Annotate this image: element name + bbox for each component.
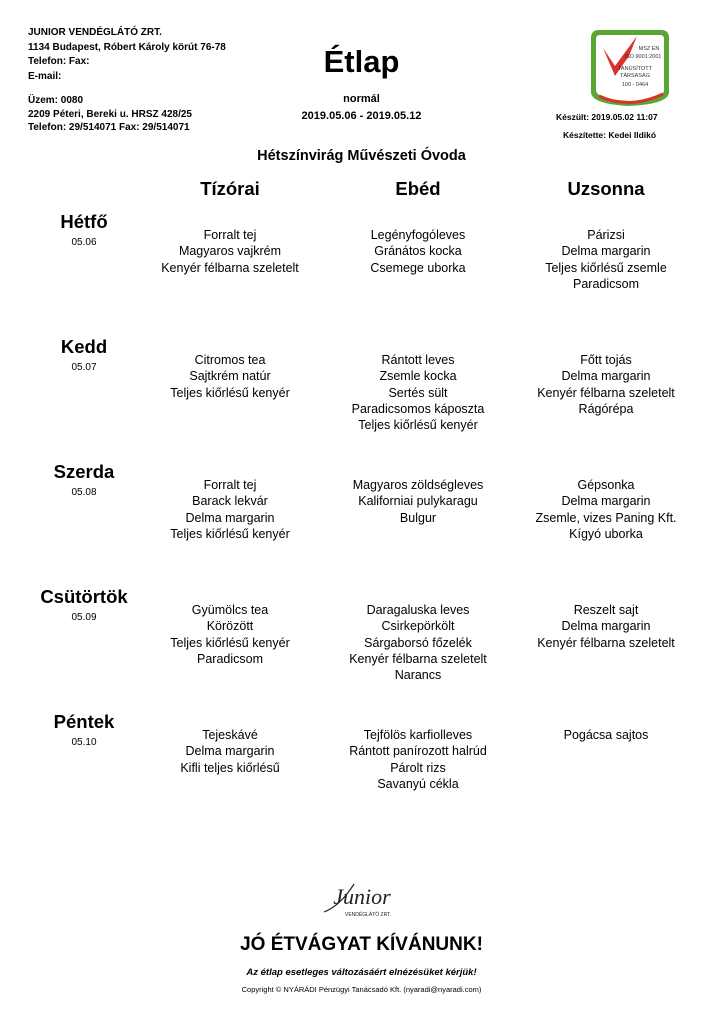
day-label — [34, 336, 134, 375]
day-date: 05.06 — [71, 237, 97, 248]
column-header-ebed: Ebéd — [395, 178, 441, 199]
menu-item: Teljes kiőrlésű kenyér — [170, 526, 290, 541]
menu-item: Paradicsomos káposzta — [351, 401, 485, 416]
menu-item: Tejeskávé — [202, 728, 258, 742]
unit-address: 2209 Péteri, Bereki u. HRSZ 428/25 — [28, 108, 192, 120]
menu-cell-uzsonna — [506, 727, 706, 743]
menu-item: Tejfölös karfiolleves — [363, 728, 473, 742]
menu-item: Bulgur — [399, 510, 437, 525]
change-notice: Az étlap esetleges változásáért elnézésüket kérjük! — [246, 967, 477, 978]
menu-item: Gyümölcs tea — [191, 603, 269, 617]
menu-item: Gépsonka — [577, 478, 635, 492]
menu-type: normál — [343, 93, 380, 105]
menu-item: Delma margarin — [561, 619, 651, 634]
menu-item: Teljes kiőrlésű zsemle — [545, 260, 667, 275]
day-date: 05.07 — [71, 362, 97, 373]
cert-line2: ISO 9001:2001 — [624, 54, 662, 60]
day-name: Hétfő — [60, 211, 108, 232]
cert-line4: TÁRSASÁG — [620, 73, 650, 79]
menu-item: Párolt rizs — [390, 760, 446, 775]
menu-item: Teljes kiőrlésű kenyér — [170, 635, 290, 650]
menu-item: Kenyér félbarna szeletelt — [537, 385, 675, 400]
menu-item: Főtt tojás — [580, 353, 632, 367]
menu-cell-tizorai — [130, 227, 330, 276]
menu-item: Pogácsa sajtos — [563, 728, 649, 742]
menu-item: Magyaros vajkrém — [178, 244, 282, 259]
menu-item: Kaliforniai pulykaragu — [358, 494, 478, 509]
menu-item: Paradicsom — [573, 276, 639, 291]
day-name: Kedd — [60, 336, 108, 357]
page-title: Étlap — [323, 44, 400, 79]
menu-item: Forralt tej — [203, 478, 257, 492]
menu-cell-tizorai — [130, 477, 330, 542]
menu-cell-tizorai — [130, 352, 330, 401]
menu-item: Teljes kiőrlésű kenyér — [358, 418, 478, 433]
menu-cell-uzsonna — [506, 352, 706, 417]
company-phone-fax: Telefon: Fax: — [28, 56, 90, 67]
menu-item: Körözött — [206, 619, 254, 634]
day-label — [34, 211, 134, 250]
junior-logo — [310, 876, 410, 924]
menu-item: Delma margarin — [561, 494, 651, 509]
menu-item: Delma margarin — [185, 744, 275, 759]
copyright: Copyright © NYÁRÁDI Pénzügyi Tanácsadó Kft. (nyaradi@nyaradi.com) — [241, 985, 482, 994]
menu-cell-ebed — [318, 602, 518, 683]
menu-item: Paradicsom — [197, 651, 263, 666]
menu-item: Delma margarin — [561, 244, 651, 259]
unit-id: Üzem: 0080 — [28, 95, 84, 106]
menu-item: Barack lekvár — [192, 494, 268, 509]
menu-cell-ebed — [318, 227, 518, 276]
menu-item: Daragaluska leves — [366, 603, 470, 617]
menu-item: Citromos tea — [194, 353, 266, 367]
menu-cell-ebed — [318, 477, 518, 526]
menu-cell-ebed — [318, 352, 518, 433]
company-email: E-mail: — [28, 70, 62, 82]
slogan: JÓ ÉTVÁGYAT KÍVÁNUNK! — [240, 934, 483, 955]
logo-subtext: VENDÉGLÁTÓ ZRT. — [344, 912, 392, 918]
company-address: 1134 Budapest, Róbert Károly körút 76-78 — [28, 41, 226, 53]
menu-item: Kígyó uborka — [569, 526, 643, 541]
menu-item: Rántott panírozott halrúd — [349, 744, 487, 759]
menu-cell-uzsonna — [506, 602, 706, 651]
menu-item: Kenyér félbarna szeletelt — [349, 651, 487, 666]
date-range: 2019.05.06 - 2019.05.12 — [301, 110, 422, 122]
menu-item: Rágórépa — [578, 401, 634, 416]
menu-cell-tizorai — [130, 602, 330, 667]
created-timestamp: Készült: 2019.05.02 11:07 — [556, 112, 658, 122]
menu-item: Teljes kiőrlésű kenyér — [170, 385, 290, 400]
column-header-tizorai: Tízórai — [200, 178, 260, 199]
menu-item: Forralt tej — [203, 228, 257, 242]
unit-phone-fax: Telefon: 29/514071 Fax: 29/514071 — [28, 122, 190, 133]
company-name: JUNIOR VENDÉGLÁTÓ ZRT. — [28, 27, 162, 38]
menu-item: Rántott leves — [381, 353, 455, 367]
menu-cell-uzsonna — [506, 227, 706, 292]
menu-item: Sertés sült — [388, 385, 448, 400]
iso-certification-seal — [585, 26, 673, 108]
menu-item: Sajtkrém natúr — [189, 369, 271, 384]
menu-cell-uzsonna — [506, 477, 706, 542]
menu-cell-tizorai — [130, 727, 330, 776]
menu-item: Magyaros zöldségleves — [352, 478, 484, 492]
day-date: 05.10 — [71, 737, 97, 748]
column-header-uzsonna: Uzsonna — [567, 178, 645, 199]
day-date: 05.08 — [71, 487, 97, 498]
menu-item: Kenyér félbarna szeletelt — [161, 260, 299, 275]
school-name: Hétszínvirág Művészeti Óvoda — [257, 148, 466, 164]
cert-line1: MSZ EN — [638, 46, 660, 52]
menu-item: Zsemle, vizes Paning Kft. — [535, 510, 677, 525]
day-name: Csütörtök — [40, 586, 128, 607]
day-label — [34, 586, 134, 625]
day-label — [34, 711, 134, 750]
menu-item: Csirkepörkölt — [381, 619, 455, 634]
menu-item: Kifli teljes kiőrlésű — [180, 760, 280, 775]
menu-cell-ebed — [318, 727, 518, 792]
menu-item: Gránátos kocka — [374, 244, 462, 259]
menu-item: Sárgaborsó főzelék — [364, 635, 472, 650]
menu-item: Kenyér félbarna szeletelt — [537, 635, 675, 650]
menu-item: Delma margarin — [185, 510, 275, 525]
menu-item: Reszelt sajt — [573, 603, 639, 617]
menu-item: Zsemle kocka — [379, 369, 457, 384]
menu-item: Narancs — [394, 668, 442, 683]
menu-item: Csemege uborka — [370, 260, 466, 275]
day-name: Szerda — [53, 461, 115, 482]
logo-text: Junior — [333, 884, 391, 909]
cert-line5: 100 - 0464 — [621, 82, 649, 88]
day-name: Péntek — [53, 711, 115, 732]
day-label — [34, 461, 134, 500]
created-by: Készítette: Kedei Ildikó — [563, 130, 657, 140]
menu-item: Delma margarin — [561, 369, 651, 384]
cert-line3: TANÚSÍTOTT — [617, 66, 653, 72]
menu-item: Savanyú cékla — [377, 776, 459, 791]
day-date: 05.09 — [71, 612, 97, 623]
menu-item: Párizsi — [587, 228, 625, 242]
menu-item: Legényfogóleves — [370, 228, 466, 242]
